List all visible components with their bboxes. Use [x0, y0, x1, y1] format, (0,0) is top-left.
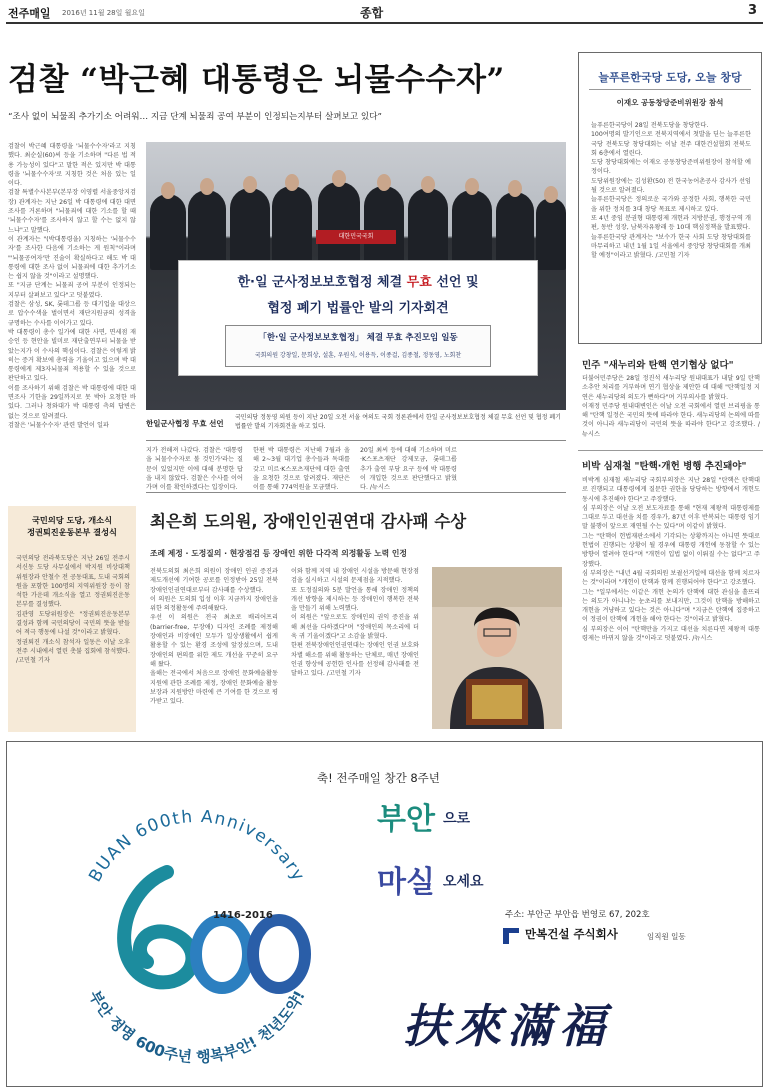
banner-line-2: 협정 폐기 법률안 발의 기자회견 [267, 301, 449, 316]
svg-text:BUAN 600th Anniversary: BUAN 600th Anniversary [85, 806, 309, 886]
ad-congratulation: 축! 전주매일 창간 8주년 [317, 771, 440, 785]
party-founding-body: 늘푸른한국당이 28일 전북도당을 창당한다. 100여명의 발기인으로 전북지역에서 첫발을 딛는 늘푸른한국당 전북도당 창당대회는 이날 전주 대한건설협회 전북도회 6층에서 열린다. 도당 창당대회에는 이재오 공동창당준비위원장이 참석할 예정이다. 도당위원장에는 김성환(50) 전 한국농어촌공사 감사가 선임될 것으로 알려졌다. 늘푸른한국당은 정의로운 국가와 공정한 사회, 행복한 국민을 위한 정치를 3대 창당 목표로 제시하고 있다. 또 4년 중임 분권형 대통령제 개헌과 지방분권, 행정구역 개편, 동반 성장, 남북자유왕래 등 10대 핵심정책을 발표했다. 늘푸른한국당 관계자는 "보수가 한국 사회 도당 창당대회를 마무리하고 내년 1월 1일 서울에서 중앙당 창당대회를 개최할 예정"이라고 밝혔다. /고민철 기자 [591, 122, 752, 260]
podium-sign: 대한민국국회 [316, 230, 396, 244]
minjoo-article-title: 민주 "새누리와 탄핵 연기협상 없다" [582, 360, 734, 371]
section-name: 종합 [360, 6, 384, 20]
side-news-box [8, 506, 136, 732]
side-news-body: 국민의당 전라북도당은 지난 26일 전주시 서신동 도당 사무실에서 박지원 비상대책위원장과 안철수 전 공동대표, 도내 국회의원을 포함한 100명의 지역위원장 등이 참석한 가운데 개소식을 열고 정권퇴진운동본부를 결성했다. 김관영 도당위원장은 "정권퇴진운동본부 결성과 함께 국민의당이 국민의 뜻을 받들어 적극 행동에 나설 것"이라고 밝혔다. 정권퇴진 개소식 참석자 일동은 이날 오후 전주 시내에서 열린 촛불 집회에 참석했다. /고민철 기자 [16, 555, 130, 665]
ad-address: 주소: 부안군 부안읍 번영로 67, 202호 [505, 910, 650, 920]
ad-calligraphy: 扶來滿福 [403, 999, 611, 1053]
photo-caption-label: 한일군사협정 무효 선언 [146, 419, 224, 428]
main-article-col-4: 20일 최씨 등에 대해 기소하며 미르·K스포츠재단 강제모금, 롯데그룹 추가 출연 부당 요구 등에 박 대통령이 개입한 것으로 판단했다고 밝혔다. /뉴시스 [360, 447, 457, 492]
award-body-col-2: 이와 함께 지역 내 장애인 시설을 방문해 현장점검을 실시하고 시설의 문제점을 지적했다. 또 도정질의와 5분 발언을 통해 장애인 정책의 개선 방향을 제시하는 등 장애인이 행복한 전북을 만들기 위해 노력했다. 이 의원은 "앞으로도 장애인의 권익 증진을 위해 최선을 다하겠다"며 "장애인의 목소리에 더욱 귀 기울이겠다"고 소감을 밝혔다. 한편 전북장애인인권연대는 장애인 인권 보호와 차별 해소를 위해 활동하는 단체로, 매년 장애인 인권 향상에 공헌한 인사를 선정해 감사패를 전달하고 있다. /고민철 기자 [291, 568, 419, 678]
party-founding-subtitle: 이재오 공동창당준비위원장 참석 [616, 98, 724, 107]
award-headline: 최은희 도의원, 장애인인권연대 감사패 수상 [150, 512, 467, 531]
award-subheadline: 조례 제정 · 도정질의 · 현장점검 등 장애인 위한 다각적 의정활동 노력 인정 [150, 549, 407, 558]
ad-word-buan-suffix: 으로 [443, 811, 471, 827]
column-rule [578, 450, 763, 451]
sim-article-title: 비박 심재철 "탄핵·개헌 병행 추진돼야" [582, 461, 747, 472]
press-conference-photo [146, 142, 566, 410]
company-logo-icon [503, 928, 519, 944]
minjoo-article-body: 더불어민주당은 28일 정진석 새누리당 원내대표가 내달 9일 탄핵소추안 처리를 거부하며 연기 협상을 제안한 데 대해 "탄핵일정 지연은 새누리당의 의도가 뻔하다"며 거부의사를 밝혔다. 이재정 민주당 원내대변인은 이날 오전 국회에서 열린 브리핑을 통해 "탄핵 일정은 국민의 뜻에 따라야 한다. 새누리당의 논의에 따를 것이 아니라 새누리당이 국민의 뜻을 따라야 한다"고 강조했다. /뉴시스 [582, 375, 760, 438]
main-article-col-2: 지가 전해져 나갔다. 검찰은 '대통령을 뇌물수수자로 볼 것인가'라는 질문이 있었지만 이에 대해 분명한 답을 내지 않았다. 검찰은 수사를 이어가며 이를 확인하겠다는 입장이다. [146, 447, 243, 492]
paper-name: 전주매일 [8, 7, 51, 20]
main-article-body: 검찰이 박근혜 대통령을 '뇌물수수자'라고 지칭했다. 최순실(60)씨 등을 기소하며 "다른 법 적용 가능성이 있다"고 말한 적은 있지만 박 대통령을 '뇌물수수자'로 지칭한 것은 처음 있는 일이다. 검찰 특별수사본부(본부장 이영렬 서울중앙지검장) 관계자는 지난 26일 박 대통령에 대한 대면조사를 거론하며 "뇌물죄에 대한 기소를 할 때 '뇌물수수자'를 조사하지 않고 할 수는 없지 않느냐"고 말했다. 이 관계자는 "(박대통령을) 지칭하는 '뇌물수수자'를 조사한 다음에 기소하는 게 원칙"이라며 "'뇌물공여자'만 진술이 확실하다고 해도 박 대통령에 대한 조사 없이 뇌물죄에 대한 추가기소는 쉽지 않을 것"이라고 설명했다. 또 "지금 단계는 뇌물죄 공여 부분이 인정되는지부터 살펴보고 있다"고 덧붙였다. 검찰은 삼성, SK, 롯데그룹 등 대기업을 대상으로 압수수색을 벌이면서 재단지원금의 성격을 규명하는 수사를 이어가고 있다. 박 대통령이 총수 일가에 대한 사면, 면세점 재승인 등 현안을 빌미로 재단출연부터 뇌물을 받았는지가 이 수사의 핵심이다. 검찰은 이렇게 밝히는 증거 확보에 총력을 기울이고 있으며 박 대통령에게 제3자뇌물죄 적용할 수 있을 것으로 판단하고 있다. 이를 조사하기 위해 검찰은 박 대통령에 대한 대면조사 기한을 29일까지로 못 박아 요청한 바 있다. 그러나 청와대가 박 대통령 측의 답변은 없는 것으로 알려졌다. 검찰은 '뇌물수수자' 관련 발언이 일파 [8, 143, 136, 429]
box-rule [589, 89, 751, 90]
ad-word-masil-suffix: 오세요 [443, 874, 484, 890]
svg-text:부안 정명 600주년 행복부안! 천년도약!: 부안 정명 600주년 행복부안! 천년도약! [85, 987, 309, 1067]
award-photo [432, 567, 562, 729]
award-body-col-1: 전북도의회 최은희 의원이 장애인 인권 증진과 제도개선에 기여한 공로를 인정받아 25일 전북장애인인권연대로부터 감사패를 수상했다. 이 의원은 도의회 입성 이후 지금까지 장애인을 위한 의정활동에 주력해왔다. 우선 이 의원은 전국 최초로 배리어프리(barrier-free, 무장애) 디자인 조례를 제정해 장애인과 비장애인 모두가 일상생활에서 쉽게 활용할 수 있는 환경 조성에 앞장섰으며, 도내 장애인의 편의를 위한 제도 개선을 꾸준히 요구해 왔다. 올해는 전국에서 처음으로 장애인 문화예술활동 지원에 관한 조례를 제정, 장애인 문화예술 활동 보장과 지원방안 마련에 큰 기여를 한 것으로 평가받고 있다. [150, 568, 278, 706]
anniversary-ad [6, 741, 763, 1087]
photo-caption: 국민의당 정동영 의원 등이 지난 20일 오전 서울 여의도 국회 정론관에서 한일 군사정보보호협정 체결 무효 선언 및 협정 폐기 법률안 발의 기자회견을 하고 있다. [235, 414, 561, 430]
party-founding-title: 늘푸른한국당 도당, 오늘 창당 [598, 71, 742, 84]
ad-years: 1416-2016 [213, 910, 273, 921]
section-rule [146, 492, 566, 493]
banner-line-1: 한·일 군사정보보호협정 체결 무효 선언 및 [237, 275, 479, 290]
main-article-col-3: 한편 박 대통령은 지난해 7월과 올해 2~3월 대기업 총수들과 독대를 갖고 미르·K스포츠재단에 대한 출연을 요청한 것으로 알려졌다. 재단은 이를 통해 774억원을 모금했다. [253, 447, 350, 492]
sim-article-body: 비박계 심재철 새누리당 국회부의장은 지난 28일 "탄핵은 탄핵대로 진행되고 대통령에게 질문한 권한을 당당하는 방향에서 개헌도 동시에 추진해야 한다"고 주장했다. 심 부의장은 이날 오전 보도자료를 통해 "현재 제왕적 대통령제를 그대로 두고 대선을 치를 경우가, 87년 이후 반복되는 대통령 임기 말 불행이 앞으로 재연될 수는 있다"며 이같이 밝혔다. 그는 "탄핵이 헌법재판소에서 기각되는 상황까지는 아니면 뜻대로 헌법이 진행되는 상황이 될 경우에 대통령 개헌에 동참할 수 있는 방향이 열려야 한다"며 "개헌이 입법 없이 이뤄질 수는 없다"고 주장했다. 심 부의장은 "내년 4월 국회의원 보궐선거일에 대선을 함께 치르자는 것"이라며 "개헌이 탄핵과 함께 진행되어야 한다"고 강조했다. 그는 "일부에서는 이같은 개헌 논의가 탄핵에 대한 관심을 흩뜨리는 의도가 아니냐는 눈초리를 보내지만, 그것이 탄핵을 방해하고 개헌을 겨냥하고 있다는 것은 아니다"며 "지금은 탄핵에 집중하고 이 정권이 탄핵에 개헌을 해야 한다는 것"이라고 밝혔다. 심 부의장은 이어 "탄핵만을 가지고 대선을 치른다면 제왕적 대통령제는 바뀌지 않을 것"이라고 덧붙였다. /뉴시스 [582, 477, 760, 643]
press-banner [178, 260, 538, 376]
banner-inner-box [225, 325, 491, 367]
banner-line-3: 「한·일 군사정보보호협정」 체결 무효 추진모임 일동 [258, 333, 458, 343]
header-rule [6, 22, 763, 24]
side-news-title: 국민의당 도당, 개소식 정권퇴진운동본부 결성식 [27, 515, 117, 537]
caption-rule [146, 440, 566, 441]
ad-word-masil: 마실 [377, 865, 435, 900]
banner-line-4: 국회의원 강창일, 문희상, 설훈, 우원식, 이용득, 이종걸, 김종철, 정동영, 노회찬 [254, 352, 462, 359]
party-founding-box [578, 52, 762, 344]
ad-word-buan: 부안 [377, 802, 435, 837]
main-subheadline: “조사 없이 뇌물죄 추가기소 어려워… 지금 단계 뇌물죄 공여 부분이 인정되는지부터 살펴보고 있다” [8, 112, 382, 122]
page-number: 3 [748, 3, 758, 18]
buan-600-emblem [47, 772, 347, 1072]
ad-company-staff: 임직원 일동 [647, 932, 686, 941]
ad-company-name: 만복건설 주식회사 [525, 927, 618, 941]
main-headline: 검찰 “박근혜 대통령은 뇌물수수자” [8, 62, 505, 98]
issue-date: 2016년 11월 28일 월요일 [62, 9, 145, 17]
